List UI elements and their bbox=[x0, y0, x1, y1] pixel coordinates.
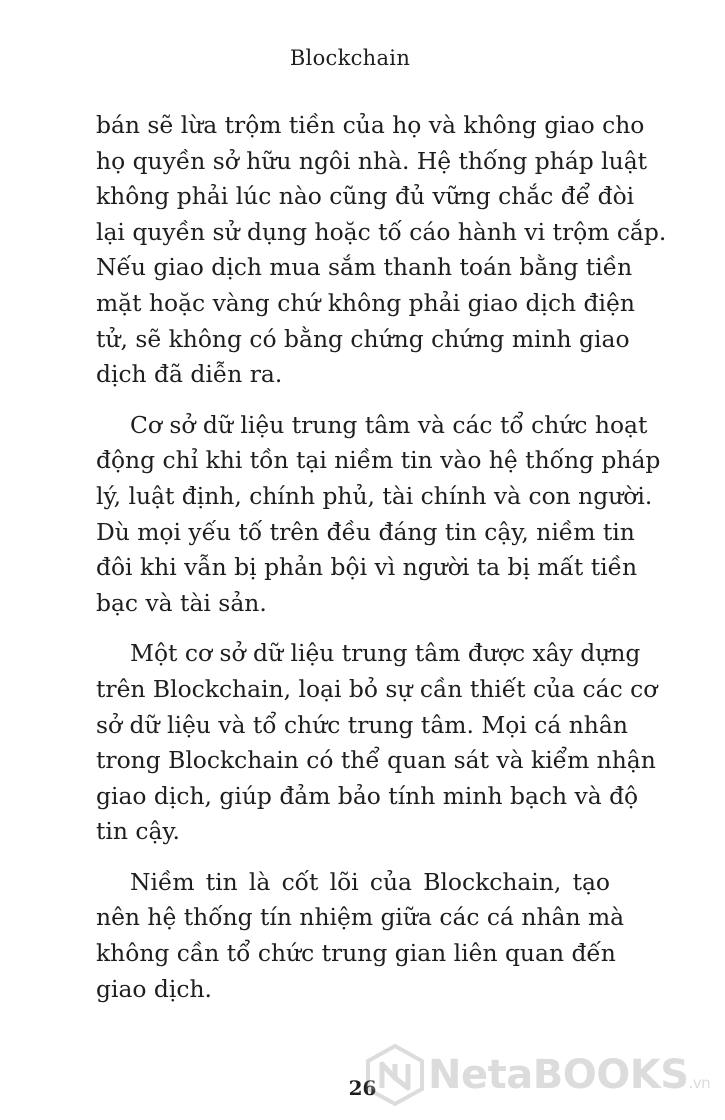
text-line: họ quyền sở hữu ngôi nhà. Hệ thống pháp luật bbox=[96, 146, 648, 175]
text-line: Cơ sở dữ liệu trung tâm và các tổ chức hoạt bbox=[130, 410, 648, 439]
paragraph-1 bbox=[96, 108, 667, 393]
text-line: trên Blockchain, loại bỏ sự cần thiết của các cơ bbox=[96, 674, 658, 703]
text-line: không cần tổ chức trung gian liên quan đến bbox=[96, 939, 616, 968]
text-line: tử, sẽ không có bằng chứng chứng minh giao bbox=[96, 324, 630, 353]
watermark-brand: NetaBOOKS bbox=[428, 1052, 689, 1098]
netabooks-logo-icon bbox=[364, 1044, 426, 1106]
text-line: động chỉ khi tồn tại niềm tin vào hệ thống pháp bbox=[96, 446, 661, 475]
text-line: đôi khi vẫn bị phản bội vì người ta bị mất tiền bbox=[96, 553, 638, 582]
watermark-suffix: .vn bbox=[688, 1074, 711, 1092]
text-line: Nếu giao dịch mua sắm thanh toán bằng tiền bbox=[96, 253, 633, 282]
running-header: Blockchain bbox=[289, 46, 411, 70]
text-line: trong Blockchain có thể quan sát và kiểm nhận bbox=[96, 746, 656, 775]
page-number: 26 bbox=[348, 1076, 377, 1100]
text-line: giao dịch. bbox=[96, 974, 212, 1003]
text-line: tin cậy. bbox=[96, 817, 180, 846]
text-line: không phải lúc nào cũng đủ vững chắc để đòi bbox=[96, 182, 635, 211]
text-line: Dù mọi yếu tố trên đều đáng tin cậy, niềm tin bbox=[96, 517, 635, 546]
text-line: sở dữ liệu và tổ chức trung tâm. Mọi cá nhân bbox=[96, 710, 628, 739]
text-line: bạc và tài sản. bbox=[96, 588, 267, 617]
text-line: giao dịch, giúp đảm bảo tính minh bạch và độ bbox=[96, 781, 639, 810]
body-text bbox=[96, 108, 667, 1022]
text-line: Niềm tin là cốt lõi của Blockchain, tạo bbox=[130, 867, 610, 896]
paragraph-2 bbox=[96, 408, 661, 622]
paragraph-4 bbox=[96, 865, 625, 1007]
paragraph-3 bbox=[96, 636, 658, 850]
text-line: dịch đã diễn ra. bbox=[96, 360, 283, 389]
netabooks-watermark bbox=[364, 1040, 711, 1112]
watermark-text bbox=[428, 1052, 710, 1098]
text-line: bán sẽ lừa trộm tiền của họ và không giao cho bbox=[96, 111, 645, 139]
text-line: lại quyền sử dụng hoặc tố cáo hành vi trộm cắp. bbox=[96, 217, 667, 246]
text-line: lý, luật định, chính phủ, tài chính và con người. bbox=[96, 481, 653, 510]
text-line: Một cơ sở dữ liệu trung tâm được xây dựng bbox=[130, 639, 641, 668]
text-line: nên hệ thống tín nhiệm giữa các cá nhân mà bbox=[96, 903, 625, 932]
text-line: mặt hoặc vàng chứ không phải giao dịch điện bbox=[96, 288, 635, 317]
